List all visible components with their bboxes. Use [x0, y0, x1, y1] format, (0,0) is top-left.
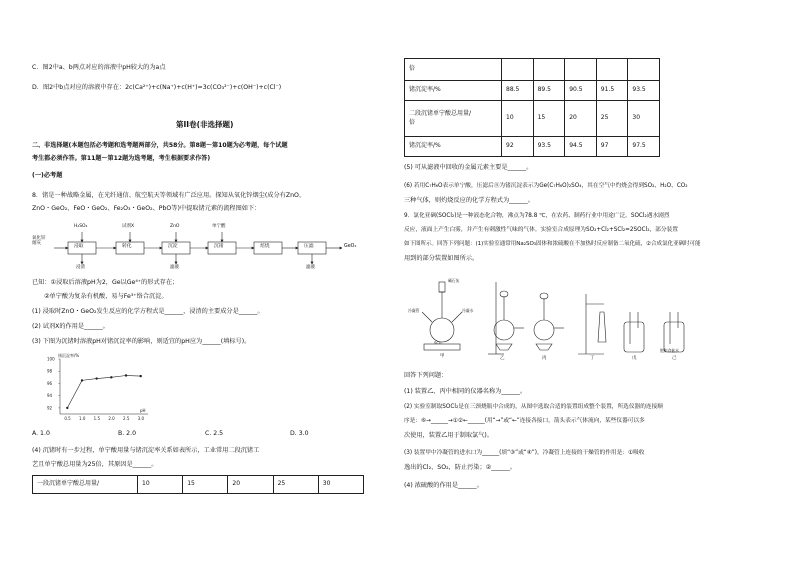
q9-part4: (4) 浓硫酸的作用是______。 [404, 482, 483, 489]
q9-stem-line4: 用到的部分装置如图所示。 [404, 255, 479, 262]
q8-part5: (5) 可从滤液中回收的金属元素主要是______。 [404, 164, 533, 171]
known-condition-2: ②单宁酸为复杂有机酸，易与Fe³⁺络合沉淀。 [44, 293, 168, 300]
flow-residue-1: 浸渣 [76, 265, 85, 270]
table2-cell: 92 [502, 137, 534, 157]
table-continuation [404, 58, 660, 157]
table1-cell: 20 [228, 476, 273, 494]
table1-cell: 10 [138, 476, 183, 494]
chart-ytick-label: 98 [47, 368, 53, 374]
q8-part4-line2: 艺且单宁酸总用量为25倍，其原因是______。 [32, 461, 158, 468]
chart-point [110, 376, 112, 378]
apparatus-note-condenser: 冷凝管 [408, 308, 420, 313]
q9-answer-prompt: 回答下列问题： [404, 372, 448, 379]
apparatus-label-ji: 己 [672, 356, 677, 361]
part2-title: 第II卷(非选择题) [176, 120, 234, 129]
flow-residue-3: 滤液 [306, 265, 315, 270]
apparatus-label-yi: 乙 [500, 356, 505, 361]
apparatus-note-cooling-water: 冷凝水 [462, 308, 474, 313]
table1-cell: 30 [318, 476, 363, 494]
process-flow-diagram [32, 222, 372, 274]
flow-reagent-2: 试剂X [122, 224, 135, 229]
q9-part1: (1) 装置乙、丙中相同的仪器名称为______。 [404, 388, 527, 395]
apparatus-label-bing: 丙 [542, 356, 547, 361]
table2-cell: 97 [596, 137, 628, 157]
required-questions-label: (一)必考题 [32, 172, 63, 179]
flow-box-2: 转化 [122, 244, 132, 249]
table2-cell: 90.5 [565, 81, 597, 101]
table2-cell: 30 [628, 101, 660, 137]
table2-row1-label: 锗沉淀率/% [405, 81, 502, 101]
q9-part2-line1: (2) 实验室制取SOCl₂是在三颈烧瓶中合成的，从图中选取合适的装置组成整个装置，所选仪器的连接顺 [404, 404, 663, 410]
table-first-stage [32, 475, 364, 494]
table2-cell: 97.5 [628, 137, 660, 157]
chart-xtick-label: 2.5 [123, 416, 130, 421]
table2-cell: 89.5 [533, 81, 565, 101]
chart-xtick-label: 3.0 [137, 416, 145, 421]
apparatus-label-wu: 戊 [632, 356, 637, 361]
q9-stem-line3: 如下图所示。回答下列问题：(1)实验室通常用Na₂SO₃固体和浓硫酸在不加热时反应制备二氧化硫，②合成氯化亚砜时可能 [404, 241, 701, 247]
q8-part6-line1: (6) 若用C₇H₆O表示单宁酸，压滤后Ⓑ为锗沉淀表示为Ge(C₇H₆O)₂SO₄，其在空气中灼烧会得到SO₂、H₂O、CO₂ [404, 183, 688, 189]
table2-cell: 93.5 [628, 81, 660, 101]
choice-c: C. 2.5 [205, 430, 224, 437]
chart-point [139, 375, 141, 377]
q8-part2: (2) 试剂X的作用是______。 [32, 323, 109, 330]
chart-series-line [67, 376, 140, 408]
flow-box-6: 压滤 [304, 244, 314, 249]
apparatus-illustration [404, 272, 704, 362]
choice-b: B. 2.0 [118, 430, 137, 437]
q8-stem-line2: ZnO・GeO₂、FeO・GeO₂、Fe₂O₃・GeO₂、PbO等)中提取锗元素的流程图如下： [32, 205, 261, 212]
chart-ytick-label: 92 [47, 405, 53, 411]
section-heading-line2: 考生都必须作答。第11题～第12题为选考题，考生根据要求作答) [32, 155, 211, 162]
q9-part2-line2: 序是：⑥→______→①②←______(用“→”或“←”连接各接口，箭头表示气体流向，某些仪器可以多 [404, 418, 645, 424]
table2-cell: 88.5 [502, 81, 534, 101]
ph-precipitation-chart [44, 352, 154, 424]
flow-reagent-1: H₂SO₄ [74, 224, 88, 229]
q8-part3: (3) 下图为沉锗时溶液pH对锗沉淀率的影响，则适宜的pH应为______(填标号)。 [32, 338, 251, 345]
table1-cell: 25 [273, 476, 318, 494]
table1-cell: 15 [183, 476, 228, 494]
apparatus-figure [404, 272, 704, 362]
section-heading-line1: 二、非选择题(本题包括必考题和选考题两部分，共58分。第8题～第10题为必考题，每个试题 [32, 142, 288, 149]
apparatus-label-jia: 甲 [440, 354, 445, 359]
flow-reagent-3: ZnO [170, 224, 180, 229]
table2-cell: 10 [502, 101, 534, 137]
q8-part1: (1) 浸取时ZnO・GeO₂发生反应的化学方程式是______，浸渣的主要成分是______。 [32, 308, 264, 315]
choice-d: D. 3.0 [290, 430, 309, 437]
flow-box-4: 沉锗 [214, 244, 224, 249]
chart-point [125, 374, 127, 376]
apparatus-note-soda-lime: 碱石灰 [448, 278, 460, 283]
q8-stem-line1: 8．锗是一种战略金属，在光纤通信、航空航天等领域有广泛应用。探知从氧化锌烟尘(成分有ZnO、 [32, 192, 306, 199]
table2-cell: 15 [533, 101, 565, 137]
table2-cell: 93.5 [533, 137, 565, 157]
table2-cell: 20 [565, 101, 597, 137]
q9-part2-line3: 次使用，装置乙用于制取氯气)。 [404, 432, 494, 439]
chart-xtick-label: 1.5 [93, 416, 101, 421]
choice-a: A. 1.0 [32, 430, 50, 437]
q9-part3-line1: (3) 装置甲中冷凝管的进水口为______(填“③”或“④”)，冷凝管上连接的干燥管的作用是：①吸收 [404, 450, 645, 456]
q8-part4-line1: (4) 沉锗时有一步过程，单宁酸用量与锗沉淀率关系如表所示，工业常用二段沉锗工 [32, 447, 260, 454]
flow-box-5: 焙烧 [260, 244, 270, 249]
table2-row2-label: 二段沉锗单宁酸总用量/ 倍 [405, 101, 502, 137]
option-d: D．图2中b点对应的溶液中存在：2c(Ca²⁺)+c(Na⁺)+c(H⁺)=3c(CO₃²⁻)+c(OH⁻)+c(Cl⁻) [32, 84, 282, 91]
table2-cell: 94.5 [565, 137, 597, 157]
flow-box-1: 浸取 [74, 244, 84, 249]
table2-row0-label: 倍 [405, 59, 502, 81]
q9-stem-line2: 反应，液面上产生白雾，并产生有刺激性气味的气体。实验室合成原理为SO₂+Cl₂+SCl₂=2SOCl₂，部分装置 [404, 227, 678, 233]
chart-ylabel: 锗沉淀率/% [58, 353, 80, 358]
flow-input: 氧化锌 烟灰 [32, 236, 46, 247]
known-condition-1: 已知：①浸取后溶液pH为2，Ge以Ge⁴⁺的形式存在； [32, 279, 179, 286]
flow-reagent-4: 单宁酸 [212, 224, 226, 229]
chart-point [66, 407, 68, 409]
flow-box-3: 沉淀 [168, 244, 178, 249]
table2-cell: 91.5 [596, 81, 628, 101]
chart-xtick-label: 0.5 [64, 416, 71, 421]
q9-stem-line1: 9．氯化亚砜(SOCl₂)是一种液态化合物，沸点为78.8 ℃，在农药、制药行业中用途广泛。SOCl₂遇水剧烈 [404, 213, 670, 219]
chart-xlabel: pH [140, 408, 146, 413]
chart-ytick-label: 100 [47, 356, 55, 362]
q9-part3-line2: 逸出的Cl₂、SO₂，防止污染；②______。 [404, 464, 516, 471]
flow-residue-2: 滤液 [170, 265, 179, 270]
apparatus-note-brine: 饱和食盐水 [660, 348, 679, 353]
table1-head: 一段沉锗单宁酸总用量/ [33, 476, 138, 494]
table2-cell: 25 [596, 101, 628, 137]
chart-ytick-label: 96 [47, 380, 53, 386]
option-c: C．图2中a、b两点对应的溶液中pH较大的为a点 [32, 64, 166, 71]
chart-xtick-label: 1.0 [79, 416, 86, 421]
chart-point [81, 379, 83, 381]
table2-row3-label: 锗沉淀率/% [405, 137, 502, 157]
chart-xtick-label: 2.0 [108, 416, 115, 421]
chart-point [95, 377, 97, 379]
flow-output: GeO₂ [344, 244, 357, 249]
q8-part6-line2: 三种气体，则灼烧反应的化学方程式为______。 [404, 197, 534, 204]
apparatus-label-ding: 丁 [590, 356, 595, 361]
apparatus-note-scl2: SCl₂ [434, 340, 442, 345]
chart-ytick-label: 94 [47, 393, 53, 399]
